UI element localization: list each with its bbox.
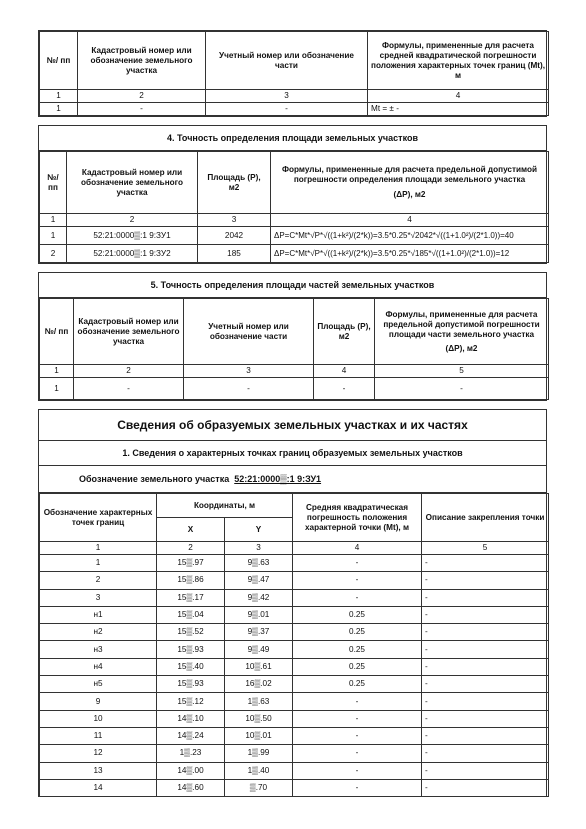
cell-formula: ΔP=C*Mt*√P*√((1+k²)/(2*k))=3.5*0.25*√2042*√((1+1.0²)/(2*1.0))=40	[271, 227, 549, 245]
header-cadastral: Кадастровый номер или обозначение земельного участка	[74, 299, 184, 365]
cell-cadastral: -	[78, 103, 206, 116]
numbering-cell: 3	[198, 214, 271, 227]
cell-mt: -	[293, 572, 422, 589]
cell-point: н4	[40, 658, 157, 675]
cell-mt: 0.25	[293, 658, 422, 675]
table-row	[40, 745, 549, 762]
cell-point: н3	[40, 641, 157, 658]
cell-mt: -	[293, 589, 422, 606]
cell-mt: -	[293, 710, 422, 727]
formed-parcels-subtitle: 1. Сведения о характерных точках границ образуемых земельных участков	[39, 441, 546, 466]
cell-num: 2	[40, 245, 67, 263]
cell-formula: Mt = ± -	[368, 103, 549, 116]
table-row	[40, 103, 549, 116]
table-row	[40, 641, 549, 658]
header-formula-unit: (ΔP), м2	[393, 190, 426, 199]
header-num: №/ пп	[40, 299, 74, 365]
header-formula	[375, 299, 549, 365]
cell-y: 9▒.01	[225, 606, 293, 623]
cell-x: 1▒.23	[157, 745, 225, 762]
header-formula-text: Формулы, примененные для расчета предельной допустимой погрешности определения площади земельного участка	[281, 165, 537, 184]
cell-area: -	[314, 378, 375, 400]
header-area: Площадь (P), м2	[198, 152, 271, 214]
cell-point: 3	[40, 589, 157, 606]
cell-point: 11	[40, 727, 157, 744]
numbering-cell: 4	[314, 365, 375, 378]
cell-y: ▒.70	[225, 779, 293, 796]
table-row	[40, 727, 549, 744]
cell-point: 9	[40, 693, 157, 710]
formed-parcels-title: Сведения об образуемых земельных участках и их частях	[39, 410, 546, 441]
numbering-cell: 2	[78, 90, 206, 103]
header-num: №/ пп	[40, 152, 67, 214]
cell-desc: -	[422, 658, 549, 675]
cell-y: 10▒.01	[225, 727, 293, 744]
cell-desc: -	[422, 624, 549, 641]
cell-y: 1▒.63	[225, 693, 293, 710]
header-mt: Средняя квадратическая погрешность положения характерной точки (Mt), м	[293, 494, 422, 542]
cell-x: 15▒.40	[157, 658, 225, 675]
cell-point: н5	[40, 676, 157, 693]
cell-x: 15▒.04	[157, 606, 225, 623]
part-area-accuracy-table	[39, 298, 549, 400]
table-row	[40, 693, 549, 710]
header-point: Обозначение характерных точек границ	[40, 494, 157, 542]
cell-mt: -	[293, 762, 422, 779]
cell-x: 14▒.60	[157, 779, 225, 796]
header-part: Учетный номер или обозначение части	[184, 299, 314, 365]
numbering-cell: 3	[206, 90, 368, 103]
table-row	[40, 779, 549, 796]
header-area: Площадь (P), м2	[314, 299, 375, 365]
cell-desc: -	[422, 710, 549, 727]
cell-desc: -	[422, 606, 549, 623]
cell-desc: -	[422, 589, 549, 606]
table-row	[40, 572, 549, 589]
numbering-cell: 1	[40, 90, 78, 103]
document-page	[38, 30, 547, 805]
header-formula-unit: (ΔP), м2	[445, 343, 478, 353]
cell-mt: -	[293, 727, 422, 744]
cell-x: 15▒.52	[157, 624, 225, 641]
table-row	[40, 658, 549, 675]
cell-cadastral: 52:21:0000▒:1 9:ЗУ1	[67, 227, 198, 245]
cell-x: 14▒.24	[157, 727, 225, 744]
cell-desc: -	[422, 693, 549, 710]
cell-x: 15▒.17	[157, 589, 225, 606]
cell-x: 15▒.93	[157, 676, 225, 693]
cell-num: 1	[40, 227, 67, 245]
table-row	[40, 378, 549, 400]
cell-y: 10▒.61	[225, 658, 293, 675]
cell-y: 9▒.63	[225, 555, 293, 572]
cell-desc: -	[422, 727, 549, 744]
formed-parcels-block	[38, 409, 547, 797]
cell-mt: -	[293, 693, 422, 710]
cell-x: 15▒.86	[157, 572, 225, 589]
mt-formula-table	[39, 31, 549, 116]
cell-mt: 0.25	[293, 641, 422, 658]
table-row	[40, 589, 549, 606]
cell-mt: -	[293, 555, 422, 572]
cell-y: 10▒.50	[225, 710, 293, 727]
section-4-title: 4. Точность определения площади земельных участков	[39, 126, 546, 151]
table-row	[40, 676, 549, 693]
cell-part: -	[206, 103, 368, 116]
cell-mt: -	[293, 745, 422, 762]
cell-cadastral: -	[74, 378, 184, 400]
cell-y: 16▒.02	[225, 676, 293, 693]
cell-part: -	[184, 378, 314, 400]
cell-cadastral: 52:21:0000▒:1 9:ЗУ2	[67, 245, 198, 263]
table-row	[40, 710, 549, 727]
section-3-table-block	[38, 30, 547, 117]
cell-y: 9▒.37	[225, 624, 293, 641]
cell-point: 10	[40, 710, 157, 727]
area-accuracy-table	[39, 151, 549, 263]
table-row	[40, 227, 549, 245]
numbering-cell: 2	[74, 365, 184, 378]
section-5-title: 5. Точность определения площади частей земельных участков	[39, 273, 546, 298]
cell-y: 1▒.99	[225, 745, 293, 762]
cell-formula: -	[375, 378, 549, 400]
points-body	[40, 555, 549, 797]
cell-mt: 0.25	[293, 624, 422, 641]
header-y: Y	[225, 518, 293, 542]
table-row	[40, 606, 549, 623]
cell-point: н1	[40, 606, 157, 623]
cell-desc: -	[422, 745, 549, 762]
cell-desc: -	[422, 676, 549, 693]
section-5-block	[38, 272, 547, 401]
cell-x: 15▒.12	[157, 693, 225, 710]
cell-desc: -	[422, 762, 549, 779]
cell-point: 14	[40, 779, 157, 796]
header-part: Учетный номер или обозначение части	[206, 32, 368, 90]
cell-y: 9▒.49	[225, 641, 293, 658]
cell-formula: ΔP=C*Mt*√P*√((1+k²)/(2*k))=3.5*0.25*√185*√((1+1.0²)/(2*1.0))=12	[271, 245, 549, 263]
cell-num: 1	[40, 103, 78, 116]
cell-mt: -	[293, 779, 422, 796]
numbering-cell: 1	[40, 365, 74, 378]
numbering-cell: 3	[184, 365, 314, 378]
numbering-cell: 4	[293, 542, 422, 555]
cell-y: 9▒.47	[225, 572, 293, 589]
numbering-cell: 2	[157, 542, 225, 555]
cell-x: 15▒.97	[157, 555, 225, 572]
header-coords: Координаты, м	[157, 494, 293, 518]
numbering-cell: 1	[40, 542, 157, 555]
cell-num: 1	[40, 378, 74, 400]
cell-point: 1	[40, 555, 157, 572]
cell-area: 2042	[198, 227, 271, 245]
table-row	[40, 624, 549, 641]
numbering-cell: 2	[67, 214, 198, 227]
numbering-cell: 4	[368, 90, 549, 103]
table-row	[40, 555, 549, 572]
header-x: X	[157, 518, 225, 542]
cell-mt: 0.25	[293, 676, 422, 693]
cell-x: 15▒.93	[157, 641, 225, 658]
cell-point: 2	[40, 572, 157, 589]
table-row	[40, 762, 549, 779]
cell-area: 185	[198, 245, 271, 263]
header-formula-text: Формулы, примененные для расчета предельной допустимой погрешности площади части земельного участка	[383, 309, 540, 339]
points-table	[39, 493, 549, 797]
table-row	[40, 245, 549, 263]
cell-x: 14▒.00	[157, 762, 225, 779]
designation-value: 52:21:0000▒:1 9:ЗУ1	[234, 474, 322, 484]
header-formula	[271, 152, 549, 214]
numbering-cell: 5	[375, 365, 549, 378]
numbering-cell: 4	[271, 214, 549, 227]
parcel-designation	[39, 466, 546, 493]
cell-y: 9▒.42	[225, 589, 293, 606]
numbering-cell: 1	[40, 214, 67, 227]
cell-desc: -	[422, 555, 549, 572]
cell-point: н2	[40, 624, 157, 641]
numbering-cell: 5	[422, 542, 549, 555]
cell-x: 14▒.10	[157, 710, 225, 727]
header-formula: Формулы, примененные для расчета средней квадратической погрешности положения характерных точек границ (Mt), м	[368, 32, 549, 90]
cell-y: 1▒.40	[225, 762, 293, 779]
designation-label: Обозначение земельного участка	[79, 474, 230, 484]
header-cadastral: Кадастровый номер или обозначение земельного участка	[78, 32, 206, 90]
cell-mt: 0.25	[293, 606, 422, 623]
header-desc: Описание закрепления точки	[422, 494, 549, 542]
cell-desc: -	[422, 572, 549, 589]
section-4-block	[38, 125, 547, 264]
header-cadastral: Кадастровый номер или обозначение земельного участка	[67, 152, 198, 214]
cell-point: 13	[40, 762, 157, 779]
cell-point: 12	[40, 745, 157, 762]
cell-desc: -	[422, 779, 549, 796]
cell-desc: -	[422, 641, 549, 658]
header-num: №/ пп	[40, 32, 78, 90]
numbering-cell: 3	[225, 542, 293, 555]
